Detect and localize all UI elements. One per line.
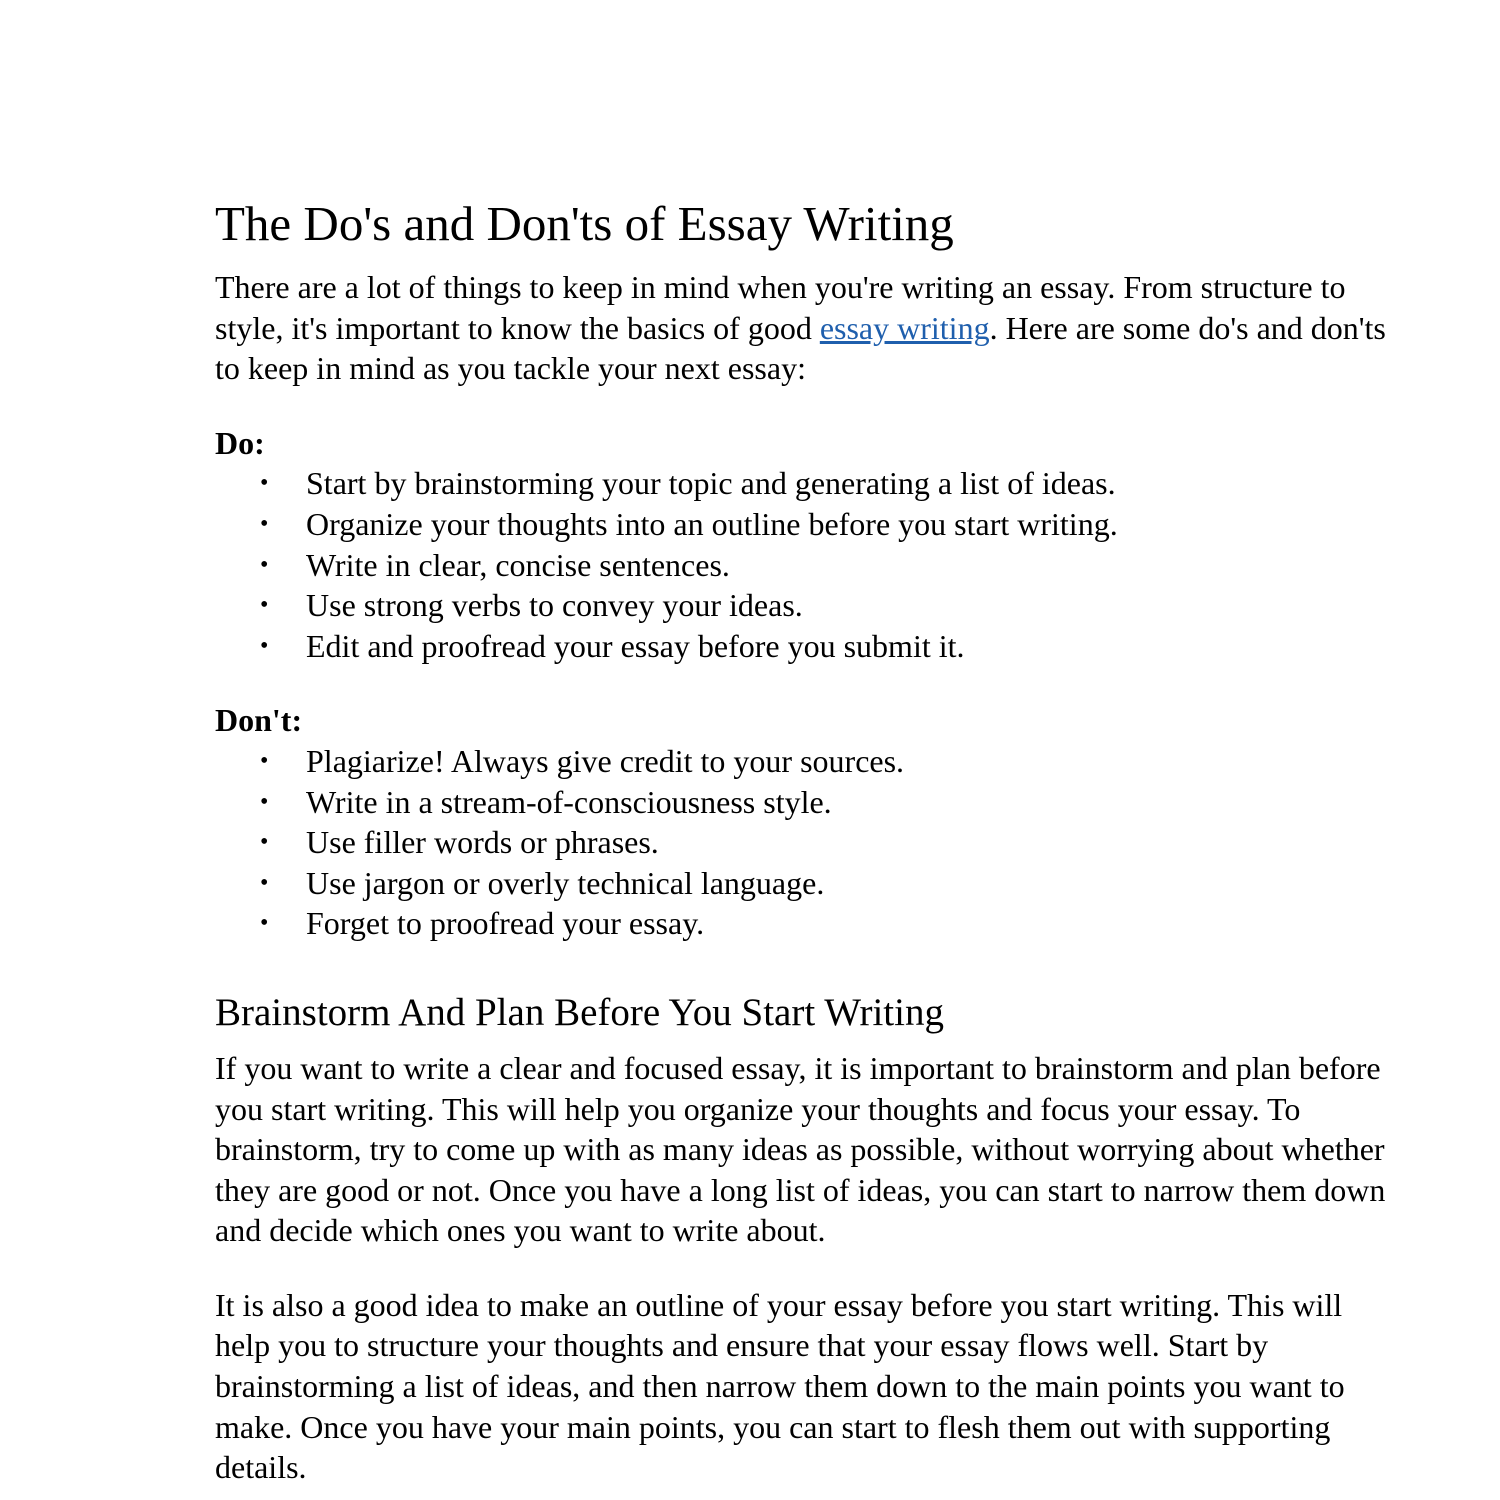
intro-text-before-link: There are a lot of things to keep in mind when you're writing an essay. From structure to style, it's important to know the basics of good: [215, 269, 1346, 346]
do-list-item: [215, 545, 1405, 586]
do-list-item: [215, 585, 1405, 626]
dont-label: Don't:: [215, 702, 303, 739]
bullet-icon: •: [260, 470, 269, 497]
do-item-text: Use strong verbs to convey your ideas.: [306, 587, 803, 624]
essay-writing-link[interactable]: essay writing: [819, 309, 990, 346]
bullet-icon: •: [260, 747, 269, 774]
dont-list-item: [215, 863, 1405, 904]
dont-list-item: [215, 822, 1405, 863]
do-list-item: [215, 504, 1405, 545]
document-page: [215, 196, 1405, 1488]
body-paragraph: It is also a good idea to make an outline of your essay before you start writing. This will help you to structure your thoughts and ensure that your essay flows well. Start by brainstorming a list of ideas, and then narrow them down to the main points you want to make. Once you have your main points, you can start to flesh them out with supporting details.: [215, 1286, 1345, 1486]
dont-item-text: Use filler words or phrases.: [306, 824, 659, 861]
section-heading-brainstorm: Brainstorm And Plan Before You Start Writing: [215, 990, 944, 1034]
do-item-text: Start by brainstorming your topic and generating a list of ideas.: [306, 465, 1116, 502]
bullet-icon: •: [260, 551, 269, 578]
bullet-icon: •: [260, 510, 269, 537]
dont-item-text: Use jargon or overly technical language.: [306, 864, 825, 901]
do-item-text: Write in clear, concise sentences.: [306, 546, 730, 583]
document-title: The Do's and Don'ts of Essay Writing: [215, 196, 954, 251]
dont-list-item: [215, 903, 1405, 944]
dont-item-text: Plagiarize! Always give credit to your sources.: [306, 742, 905, 779]
intro-paragraph: [215, 267, 1405, 389]
dont-list-item: [215, 741, 1405, 782]
do-item-text: Edit and proofread your essay before you submit it.: [306, 627, 965, 664]
bullet-icon: •: [260, 829, 269, 856]
do-list-item: [215, 463, 1405, 504]
do-list-item: [215, 626, 1405, 667]
bullet-icon: •: [260, 869, 269, 896]
bullet-icon: •: [260, 632, 269, 659]
dont-list: [215, 741, 1405, 944]
dont-list-item: [215, 782, 1405, 823]
dont-item-text: Write in a stream-of-consciousness style.: [306, 783, 832, 820]
dont-item-text: Forget to proofread your essay.: [306, 905, 705, 942]
do-list: [215, 463, 1405, 666]
intro-text-after-link: . Here are some do's and don'ts to keep in mind as you tackle your next essay:: [215, 309, 1386, 387]
bullet-icon: •: [260, 910, 269, 937]
do-item-text: Organize your thoughts into an outline before you start writing.: [306, 505, 1118, 542]
body-paragraph: If you want to write a clear and focused essay, it is important to brainstorm and plan before you start writing. This will help you organize your thoughts and focus your essay. To brainstorm, try to come up with as many ideas as possible, without worrying about whether they are good or not. Once you have a long list of ideas, you can start to narrow them down and decide which ones you want to write about.: [215, 1049, 1386, 1249]
bullet-icon: •: [260, 788, 269, 815]
do-label: Do:: [215, 424, 265, 461]
bullet-icon: •: [260, 592, 269, 619]
